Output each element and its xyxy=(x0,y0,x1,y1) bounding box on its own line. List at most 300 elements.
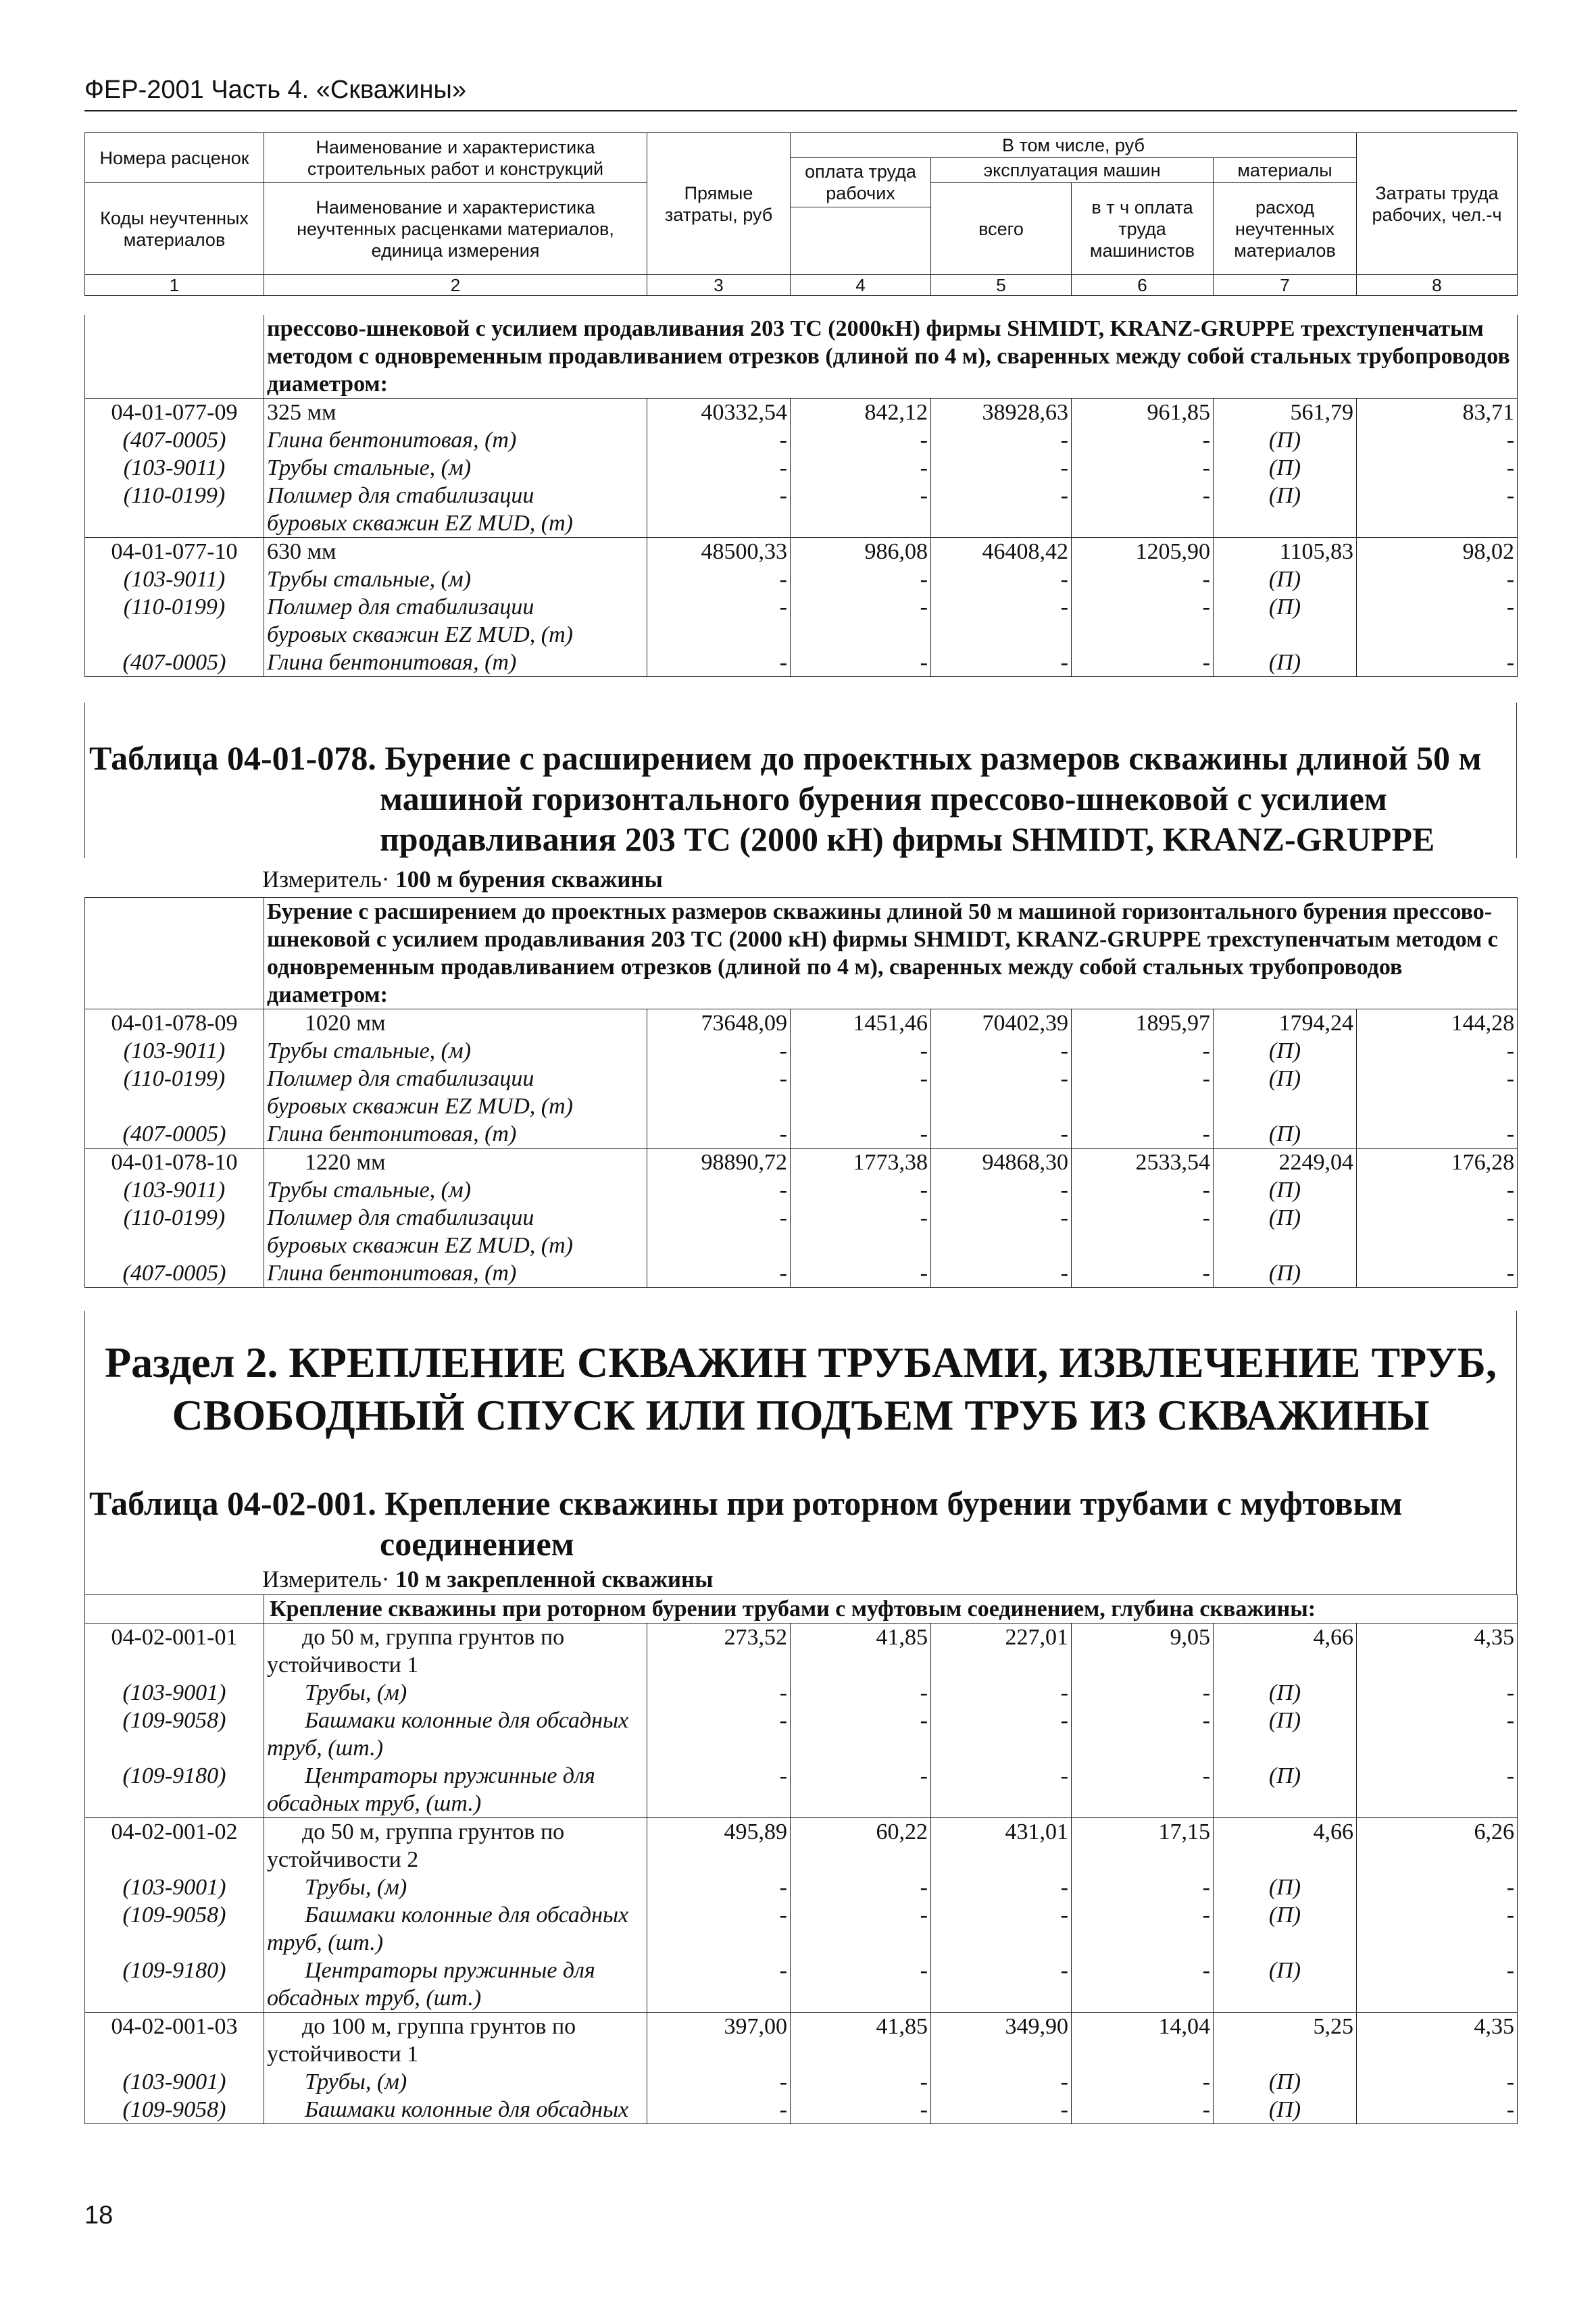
dash: - xyxy=(931,1120,1072,1149)
table-row xyxy=(85,538,1518,566)
material-code: (109-9058) xyxy=(122,1708,226,1733)
table-row xyxy=(85,2013,1518,2041)
col2-bottom: Наименование и характеристика неучтенных расценками материалов, единица измерения xyxy=(264,183,647,275)
table-row xyxy=(85,399,1518,427)
table-201-title-line2: соединением xyxy=(380,1525,574,1563)
labor-hours: 4,35 xyxy=(1357,1624,1518,1652)
material-row xyxy=(85,2068,1518,2096)
dash: - xyxy=(791,1259,931,1288)
dash: - xyxy=(1072,2068,1214,2096)
dash: - xyxy=(791,1957,931,1984)
dash: - xyxy=(791,426,931,454)
material-code: (109-9180) xyxy=(122,1958,226,1983)
material-mark: (П) xyxy=(1214,1957,1357,1984)
material-row xyxy=(85,426,1518,454)
work-name-cont: устойчивости 1 xyxy=(264,1651,647,1679)
material-code: (103-9001) xyxy=(122,2069,226,2094)
dash: - xyxy=(647,593,791,621)
material-name: Трубы стальные, (м) xyxy=(264,565,647,593)
dash: - xyxy=(931,1259,1072,1288)
material-name: Полимер для стабилизации xyxy=(264,593,647,621)
material-code: (407-0005) xyxy=(85,1120,264,1149)
material-name: Глина бентонитовая, (т) xyxy=(264,426,647,454)
dash: - xyxy=(647,1873,791,1901)
dash: - xyxy=(1357,593,1518,621)
labor-hours: 176,28 xyxy=(1357,1149,1518,1177)
dash: - xyxy=(931,454,1072,482)
machine-total: 227,01 xyxy=(931,1624,1072,1652)
section-heading xyxy=(84,1336,1517,1442)
labor-hours: 4,35 xyxy=(1357,2013,1518,2041)
material-code: (103-9011) xyxy=(123,455,226,480)
dash: - xyxy=(1072,1762,1214,1790)
material-code: (103-9011) xyxy=(123,567,226,592)
work-name-cont: устойчивости 1 xyxy=(264,2040,647,2068)
dash: - xyxy=(1357,1037,1518,1065)
col-num-7: 7 xyxy=(1214,275,1357,296)
dash: - xyxy=(1072,1901,1214,1929)
table-078-title-line1: Таблица 04-01-078. Бурение с расширением до проектных размеров скважины длиной 50 м xyxy=(89,739,1482,777)
material-code: (109-9180) xyxy=(122,1763,226,1788)
material-row xyxy=(85,1707,1518,1734)
material-name: Полимер для стабилизации xyxy=(264,1065,647,1092)
direct-cost: 40332,54 xyxy=(647,399,791,427)
col1-bottom: Коды неучтенных материалов xyxy=(85,183,264,275)
dash: - xyxy=(647,1037,791,1065)
work-name: до 50 м, группа грунтов по xyxy=(264,1624,647,1652)
dash: - xyxy=(1357,1204,1518,1232)
materials-cost: 561,79 xyxy=(1214,399,1357,427)
material-mark: (П) xyxy=(1214,593,1357,621)
materials-cost: 4,66 xyxy=(1214,1624,1357,1652)
material-row xyxy=(85,454,1518,482)
material-code: (103-9011) xyxy=(123,1038,226,1063)
material-mark: (П) xyxy=(1214,565,1357,593)
material-code: (110-0199) xyxy=(123,1066,226,1091)
material-code: (407-0005) xyxy=(122,428,226,453)
material-name: Трубы стальные, (м) xyxy=(264,454,647,482)
dash: - xyxy=(1357,1762,1518,1790)
machine-total: 70402,39 xyxy=(931,1009,1072,1038)
labor-pay: 41,85 xyxy=(791,2013,931,2041)
material-mark: (П) xyxy=(1214,1176,1357,1204)
material-row xyxy=(85,482,1518,509)
material-code: (103-9011) xyxy=(123,1178,226,1203)
dash: - xyxy=(1072,649,1214,677)
dash: - xyxy=(647,2068,791,2096)
machine-total: 349,90 xyxy=(931,2013,1072,2041)
work-name: 1020 мм xyxy=(264,1009,647,1038)
material-name: Глина бентонитовая, (т) xyxy=(264,649,647,677)
dash: - xyxy=(1072,1037,1214,1065)
col4-header: оплата труда рабочих xyxy=(791,158,931,207)
dash: - xyxy=(1357,482,1518,509)
dash: - xyxy=(931,1679,1072,1707)
dash: - xyxy=(791,1762,931,1790)
material-row xyxy=(85,1259,1518,1288)
material-mark: (П) xyxy=(1214,1259,1357,1288)
dash: - xyxy=(791,1707,931,1734)
col6-header: в т ч оплата труда машинистов xyxy=(1072,183,1214,275)
material-code: (110-0199) xyxy=(123,483,226,508)
dash: - xyxy=(647,2096,791,2124)
dash: - xyxy=(1357,454,1518,482)
operator-pay: 2533,54 xyxy=(1072,1149,1214,1177)
col-num-1: 1 xyxy=(85,275,264,296)
labor-pay: 1451,46 xyxy=(791,1009,931,1038)
page-number: 18 xyxy=(84,2201,114,2230)
incl-header: В том числе, руб xyxy=(791,133,1357,158)
operator-pay: 17,15 xyxy=(1072,1818,1214,1846)
direct-cost: 48500,33 xyxy=(647,538,791,566)
dash: - xyxy=(647,649,791,677)
material-name-cont: буровых скважин EZ MUD, (т) xyxy=(264,509,647,538)
dash: - xyxy=(931,593,1072,621)
material-code: (110-0199) xyxy=(123,1205,226,1230)
material-code: (407-0005) xyxy=(122,1261,226,1286)
dash: - xyxy=(791,2068,931,2096)
column-header-table xyxy=(84,132,1518,296)
labor-pay: 842,12 xyxy=(791,399,931,427)
material-name: Трубы стальные, (м) xyxy=(264,1037,647,1065)
dash: - xyxy=(647,1259,791,1288)
section-heading-line1: Раздел 2. КРЕПЛЕНИЕ СКВАЖИН ТРУБАМИ, ИЗВЛЕЧЕНИЕ ТРУБ, xyxy=(105,1338,1497,1386)
col-num-5: 5 xyxy=(931,275,1072,296)
material-mark: (П) xyxy=(1214,1037,1357,1065)
dash: - xyxy=(791,1901,931,1929)
work-name-cont: устойчивости 2 xyxy=(264,1846,647,1873)
col-num-6: 6 xyxy=(1072,275,1214,296)
table-row xyxy=(85,1624,1518,1652)
machine-total: 431,01 xyxy=(931,1818,1072,1846)
dash: - xyxy=(647,1707,791,1734)
dash: - xyxy=(1072,1120,1214,1149)
dash: - xyxy=(1072,1204,1214,1232)
measure-label: Измеритель· xyxy=(262,1566,390,1592)
material-name: Башмаки колонные для обсадных xyxy=(264,1901,647,1929)
material-row xyxy=(85,1679,1518,1707)
material-code: (407-0005) xyxy=(122,650,226,675)
dash: - xyxy=(791,1120,931,1149)
material-name: Центраторы пружинные для xyxy=(264,1762,647,1790)
operator-pay: 9,05 xyxy=(1072,1624,1214,1652)
machine-total: 46408,42 xyxy=(931,538,1072,566)
material-name: Центраторы пружинные для xyxy=(264,1957,647,1984)
table-078-measure xyxy=(262,866,663,893)
operator-pay: 14,04 xyxy=(1072,2013,1214,2041)
col3-header: Прямые затраты, руб xyxy=(647,133,791,275)
material-code: (109-9058) xyxy=(122,1903,226,1928)
material-name: Башмаки колонные для обсадных xyxy=(264,1707,647,1734)
dash: - xyxy=(1072,1259,1214,1288)
dash: - xyxy=(791,1679,931,1707)
dash: - xyxy=(1357,1065,1518,1092)
dash: - xyxy=(647,1204,791,1232)
rate-code: 04-01-078-09 xyxy=(111,1011,238,1036)
material-row xyxy=(85,1873,1518,1901)
material-mark: (П) xyxy=(1214,2068,1357,2096)
material-name: Трубы стальные, (м) xyxy=(264,1176,647,1204)
material-name-cont: обсадных труб, (шт.) xyxy=(264,1984,647,2013)
material-code: (109-9058) xyxy=(122,2097,226,2122)
col8-header: Затраты труда рабочих, чел.-ч xyxy=(1357,133,1518,275)
table-201-title xyxy=(89,1483,1402,1564)
dash: - xyxy=(931,1873,1072,1901)
dash: - xyxy=(1072,1679,1214,1707)
table-078-description: Бурение с расширением до проектных размеров скважины длиной 50 м машиной горизонтального бурения прессово-шнековой с усилием продавливания 203 ТС (2000 кН) фирмы SHMIDT, KRANZ-GRUPPE трехступенчатым методом с одновременным продавливанием отрезков (длиной по 4 м), сваренных между собой стальных трубопроводов диаметром: xyxy=(264,898,1518,1009)
material-mark: (П) xyxy=(1214,1901,1357,1929)
table-201-title-line1: Таблица 04-02-001. Крепление скважины при роторном бурении трубами с муфтовым xyxy=(89,1484,1403,1522)
material-mark: (П) xyxy=(1214,1204,1357,1232)
dash: - xyxy=(1357,1957,1518,1984)
dash: - xyxy=(791,1204,931,1232)
dash: - xyxy=(931,1901,1072,1929)
dash: - xyxy=(1072,454,1214,482)
table-row xyxy=(85,1009,1518,1038)
measure-value: 10 м закрепленной скважины xyxy=(395,1566,714,1592)
material-name-cont: буровых скважин EZ MUD, (т) xyxy=(264,1232,647,1259)
dash: - xyxy=(647,1176,791,1204)
materials-cost: 1105,83 xyxy=(1214,538,1357,566)
dash: - xyxy=(1072,1707,1214,1734)
material-row xyxy=(85,2096,1518,2124)
rate-code: 04-01-078-10 xyxy=(111,1150,238,1175)
dash: - xyxy=(1357,1873,1518,1901)
dash: - xyxy=(1072,1957,1214,1984)
direct-cost: 495,89 xyxy=(647,1818,791,1846)
material-code: (103-9001) xyxy=(122,1680,226,1705)
material-row xyxy=(85,1901,1518,1929)
measure-label: Измеритель· xyxy=(262,866,390,892)
material-mark: (П) xyxy=(1214,454,1357,482)
labor-hours: 144,28 xyxy=(1357,1009,1518,1038)
material-name: Полимер для стабилизации xyxy=(264,1204,647,1232)
dash: - xyxy=(1357,2096,1518,2124)
material-row xyxy=(85,1176,1518,1204)
work-name: 630 мм xyxy=(264,538,647,566)
rate-code: 04-02-001-01 xyxy=(111,1625,238,1650)
table-078-title xyxy=(89,738,1482,859)
dash: - xyxy=(647,426,791,454)
dash: - xyxy=(1072,1176,1214,1204)
dash: - xyxy=(1357,1679,1518,1707)
material-row xyxy=(85,1037,1518,1065)
material-mark: (П) xyxy=(1214,1762,1357,1790)
material-row xyxy=(85,1204,1518,1232)
material-mark: (П) xyxy=(1214,1120,1357,1149)
dash: - xyxy=(931,1065,1072,1092)
machine-total: 38928,63 xyxy=(931,399,1072,427)
dash: - xyxy=(791,482,931,509)
dash: - xyxy=(1072,482,1214,509)
dash: - xyxy=(931,565,1072,593)
table-077-body xyxy=(84,315,1518,677)
material-row xyxy=(85,1957,1518,1984)
material-name-cont: буровых скважин EZ MUD, (т) xyxy=(264,1092,647,1120)
dash: - xyxy=(791,1065,931,1092)
labor-pay: 41,85 xyxy=(791,1624,931,1652)
material-name-cont: труб, (шт.) xyxy=(264,1734,647,1762)
header-rule xyxy=(84,110,1517,111)
dash: - xyxy=(791,1176,931,1204)
materials-cost: 5,25 xyxy=(1214,2013,1357,2041)
section-heading-line2: СВОБОДНЫЙ СПУСК ИЛИ ПОДЪЕМ ТРУБ ИЗ СКВАЖИНЫ xyxy=(172,1391,1430,1439)
direct-cost: 73648,09 xyxy=(647,1009,791,1038)
dash: - xyxy=(1357,1259,1518,1288)
dash: - xyxy=(931,2068,1072,2096)
direct-cost: 98890,72 xyxy=(647,1149,791,1177)
material-mark: (П) xyxy=(1214,1065,1357,1092)
material-row xyxy=(85,649,1518,677)
dash: - xyxy=(1357,1176,1518,1204)
material-name: Трубы, (м) xyxy=(264,1873,647,1901)
col-num-3: 3 xyxy=(647,275,791,296)
material-mark: (П) xyxy=(1214,1873,1357,1901)
col5-header: всего xyxy=(931,183,1072,275)
table-201-description: Крепление скважины при роторном бурении трубами с муфтовым соединением, глубина скважины: xyxy=(264,1595,1518,1624)
running-header: ФЕР-2001 Часть 4. «Скважины» xyxy=(84,76,466,104)
dash: - xyxy=(1072,2096,1214,2124)
material-mark: (П) xyxy=(1214,1707,1357,1734)
work-name: 325 мм xyxy=(264,399,647,427)
dash: - xyxy=(791,565,931,593)
material-name-cont: труб, (шт.) xyxy=(264,1929,647,1957)
dash: - xyxy=(1072,565,1214,593)
operator-pay: 1895,97 xyxy=(1072,1009,1214,1038)
labor-hours: 6,26 xyxy=(1357,1818,1518,1846)
dash: - xyxy=(931,482,1072,509)
material-row xyxy=(85,593,1518,621)
dash: - xyxy=(791,649,931,677)
material-mark: (П) xyxy=(1214,2096,1357,2124)
col1-top: Номера расценок xyxy=(85,133,264,183)
labor-pay: 1773,38 xyxy=(791,1149,931,1177)
dash: - xyxy=(791,1873,931,1901)
dash: - xyxy=(931,1037,1072,1065)
dash: - xyxy=(1357,1120,1518,1149)
dash: - xyxy=(647,1901,791,1929)
dash: - xyxy=(791,593,931,621)
dash: - xyxy=(1357,2068,1518,2096)
material-name: Трубы, (м) xyxy=(264,1679,647,1707)
dash: - xyxy=(931,2096,1072,2124)
rate-code: 04-02-001-02 xyxy=(111,1819,238,1844)
dash: - xyxy=(1357,649,1518,677)
table-201-body xyxy=(84,1594,1518,2124)
material-mark: (П) xyxy=(1214,482,1357,509)
col-num-8: 8 xyxy=(1357,275,1518,296)
dash: - xyxy=(1357,426,1518,454)
dash: - xyxy=(1357,1901,1518,1929)
dash: - xyxy=(1072,1065,1214,1092)
col-num-2: 2 xyxy=(264,275,647,296)
material-mark: (П) xyxy=(1214,649,1357,677)
material-name: Полимер для стабилизации xyxy=(264,482,647,509)
labor-pay: 60,22 xyxy=(791,1818,931,1846)
material-name-cont: обсадных труб, (шт.) xyxy=(264,1790,647,1818)
operator-pay: 1205,90 xyxy=(1072,538,1214,566)
material-name: Глина бентонитовая, (т) xyxy=(264,1120,647,1149)
rate-code: 04-01-077-10 xyxy=(111,539,238,564)
dash: - xyxy=(647,1957,791,1984)
col2-top: Наименование и характеристика строительных работ и конструкций xyxy=(264,133,647,183)
table-078-title-line3: продавливания 203 ТС (2000 кН) фирмы SHMIDT, KRANZ-GRUPPE xyxy=(380,820,1435,858)
dash: - xyxy=(931,1762,1072,1790)
measure-value: 100 м бурения скважины xyxy=(395,866,663,892)
material-code: (103-9001) xyxy=(122,1875,226,1900)
dash: - xyxy=(791,1037,931,1065)
dash: - xyxy=(791,2096,931,2124)
rate-code: 04-02-001-03 xyxy=(111,2014,238,2039)
material-code: (110-0199) xyxy=(123,595,226,620)
labor-hours: 98,02 xyxy=(1357,538,1518,566)
materials-cost: 2249,04 xyxy=(1214,1149,1357,1177)
material-row xyxy=(85,565,1518,593)
direct-cost: 397,00 xyxy=(647,2013,791,2041)
material-name: Башмаки колонные для обсадных xyxy=(264,2096,647,2124)
table-077-description: прессово-шнековой с усилием продавливания 203 ТС (2000кН) фирмы SHMIDT, KRANZ-GRUPPE трехступенчатым методом с одновременным продавливанием отрезков (длиной по 4 м), сваренных между собой стальных трубопроводов диаметром: xyxy=(264,315,1518,399)
table-row xyxy=(85,1149,1518,1177)
material-row xyxy=(85,1065,1518,1092)
machines-header: эксплуатация машин xyxy=(931,158,1214,183)
table-201-measure xyxy=(262,1566,713,1593)
material-row xyxy=(85,1762,1518,1790)
materials-header: материалы xyxy=(1214,158,1357,183)
material-name: Трубы, (м) xyxy=(264,2068,647,2096)
dash: - xyxy=(931,426,1072,454)
table-row xyxy=(85,1818,1518,1846)
dash: - xyxy=(647,1679,791,1707)
dash: - xyxy=(1357,565,1518,593)
work-name: 1220 мм xyxy=(264,1149,647,1177)
labor-hours: 83,71 xyxy=(1357,399,1518,427)
dash: - xyxy=(931,1707,1072,1734)
dash: - xyxy=(1072,1873,1214,1901)
table-078-title-line2: машиной горизонтального бурения прессово-шнековой с усилием xyxy=(380,780,1387,818)
col-num-4: 4 xyxy=(791,275,931,296)
materials-cost: 4,66 xyxy=(1214,1818,1357,1846)
dash: - xyxy=(931,1176,1072,1204)
work-name: до 100 м, группа грунтов по xyxy=(264,2013,647,2041)
dash: - xyxy=(1072,593,1214,621)
dash: - xyxy=(647,482,791,509)
dash: - xyxy=(647,565,791,593)
col7-header: расход неучтенных материалов xyxy=(1214,183,1357,275)
col4-spacer xyxy=(791,207,931,275)
operator-pay: 961,85 xyxy=(1072,399,1214,427)
material-row xyxy=(85,1120,1518,1149)
material-name: Глина бентонитовая, (т) xyxy=(264,1259,647,1288)
table-078-body xyxy=(84,897,1518,1288)
dash: - xyxy=(647,1120,791,1149)
material-mark: (П) xyxy=(1214,1679,1357,1707)
rate-code: 04-01-077-09 xyxy=(111,400,238,425)
dash: - xyxy=(647,1762,791,1790)
dash: - xyxy=(931,1204,1072,1232)
labor-pay: 986,08 xyxy=(791,538,931,566)
materials-cost: 1794,24 xyxy=(1214,1009,1357,1038)
work-name: до 50 м, группа грунтов по xyxy=(264,1818,647,1846)
machine-total: 94868,30 xyxy=(931,1149,1072,1177)
direct-cost: 273,52 xyxy=(647,1624,791,1652)
dash: - xyxy=(1072,426,1214,454)
dash: - xyxy=(931,1957,1072,1984)
dash: - xyxy=(647,1065,791,1092)
material-name-cont: буровых скважин EZ MUD, (т) xyxy=(264,621,647,649)
material-mark: (П) xyxy=(1214,426,1357,454)
dash: - xyxy=(791,454,931,482)
dash: - xyxy=(1357,1707,1518,1734)
